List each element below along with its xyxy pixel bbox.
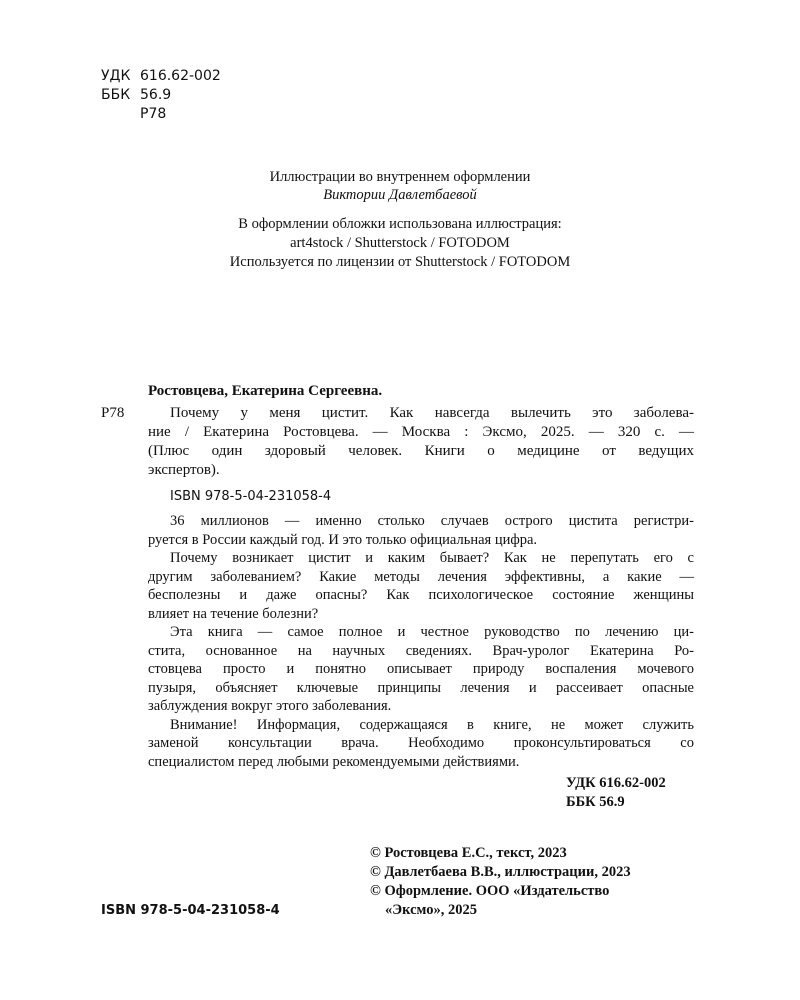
annotation-line: 36 миллионов — именно столько случаев острого цистита регистри-: [170, 513, 694, 529]
udk-value: 616.62-002: [140, 68, 221, 84]
copyright-line-2: © Давлетбаева В.В., иллюстрации, 2023: [370, 864, 631, 880]
annotation-line: другим заболеванием? Какие методы лечения эффективны, а какие —: [148, 568, 694, 585]
cover-credit-line-2: art4stock / Shutterstock / FOTODOM: [290, 235, 510, 251]
copyright-line-1: © Ростовцева Е.С., текст, 2023: [370, 845, 567, 861]
illustrations-line-2: Виктории Давлетбаевой: [323, 187, 477, 203]
catalog-title-line: экспертов).: [148, 462, 220, 478]
catalog-sign: Р78: [101, 405, 125, 421]
annotation-line: влияет на течение болезни?: [148, 605, 319, 622]
annotation-line: стита, основанное на научных сведениях. Врач-уролог Екатерина Ро-: [148, 642, 694, 659]
catalog-author: Ростовцева, Екатерина Сергеевна.: [148, 383, 383, 399]
author-sign: Р78: [140, 106, 167, 122]
udk-label: УДК: [101, 68, 131, 84]
catalog-title-line: ние / Екатерина Ростовцева. — Москва : Эксмо, 2025. — 320 с. —: [148, 424, 694, 440]
cover-credit-line-1: В оформлении обложки использована иллюстрация:: [238, 216, 562, 232]
annotation-line: бесполезны и даже опасны? Как психологическое состояние женщины: [148, 587, 694, 603]
annotation-line: пузыря, объясняет ключевые принципы лечения и рассеивает опасные: [148, 679, 694, 696]
annotation-paragraph: [148, 716, 694, 772]
annotation: [148, 512, 694, 771]
udk-bottom: УДК 616.62-002: [566, 775, 666, 791]
catalog-title-line: (Плюс один здоровый человек. Книги о медицине от ведущих: [148, 443, 694, 459]
cover-credit-line-3: Используется по лицензии от Shutterstock / FOTODOM: [229, 254, 571, 270]
annotation-paragraph: [148, 512, 694, 549]
annotation-line: заблуждения вокруг этого заболевания.: [148, 698, 392, 714]
catalog-title-line: Почему у меня цистит. Как навсегда вылечить это заболева-: [170, 405, 694, 421]
annotation-line: руется в России каждый год. И это только официальная цифра.: [148, 531, 538, 548]
annotation-line: специалистом перед любыми рекомендуемыми действиями.: [148, 753, 520, 770]
bbk-label: ББК: [101, 87, 131, 103]
copyright-line-3: © Оформление. ООО «Издательство: [370, 883, 610, 899]
bbk-bottom: ББК 56.9: [566, 794, 625, 810]
illustrations-line-1: Иллюстрации во внутреннем оформлении: [269, 169, 531, 185]
annotation-line: стовцева просто и понятно описывает природу воспаления мочевого: [148, 661, 694, 677]
catalog-title: [148, 404, 694, 480]
catalog-isbn: ISBN 978-5-04-231058-4: [170, 489, 332, 504]
annotation-line: Эта книга — самое полное и честное руководство по лечению ци-: [170, 624, 694, 640]
bbk-value: 56.9: [140, 87, 172, 103]
annotation-line: заменой консультации врача. Необходимо проконсультироваться со: [148, 735, 694, 751]
annotation-paragraph: [148, 623, 694, 716]
annotation-line: Внимание! Информация, содержащаяся в книге, не может служить: [170, 716, 694, 733]
annotation-paragraph: [148, 549, 694, 623]
annotation-line: Почему возникает цистит и каким бывает? Как не перепутать его с: [170, 550, 694, 566]
copyright-line-4: «Эксмо», 2025: [385, 902, 477, 918]
isbn-bottom: ISBN 978-5-04-231058-4: [101, 903, 280, 918]
